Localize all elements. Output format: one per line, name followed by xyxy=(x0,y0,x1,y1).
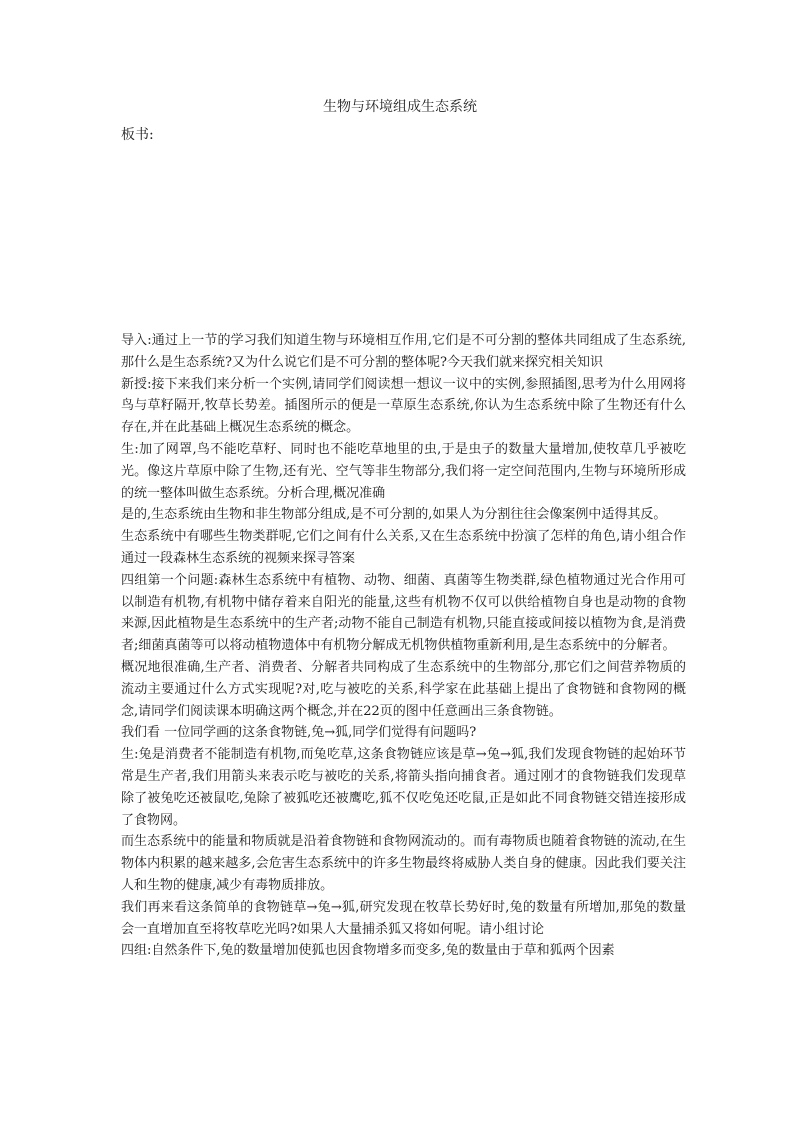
paragraph-group-four-discussion: 四组:自然条件下,兔的数量增加使狐也因食物增多而变多,兔的数量由于草和狐两个因素 xyxy=(121,943,615,959)
document-title: 生物与环境组成生态系统 xyxy=(323,99,477,115)
paragraph-discussion: 我们再来看这条简单的食物链草→兔→狐,研究发现在牧草长势好时,兔的数量有所增加,那兔的数量会一直增加直至将牧草吃光吗?如果人大量捕杀狐又将如何呢。请小组讨论 xyxy=(121,899,686,937)
paragraph-question: 生态系统中有哪些生物类群呢,它们之间有什么关系,又在生态系统中扮演了怎样的角色,请小组合作通过一段森林生态系统的视频来探寻答案 xyxy=(121,529,686,566)
paragraph-food-chain-answer: 生:兔是消费者不能制造有机物,而兔吃草,这条食物链应该是草→兔→狐,我们发现食物链的起始环节常是生产者,我们用箭头来表示吃与被吃的关系,将箭头指向捕食者。通过刚才的食物链我们发现草除了被兔吃还被鼠吃,兔除了被狐吃还被鹰吃,狐不仅吃兔还吃鼠,正是如此不同食物链交错连接形成了食物网。 xyxy=(121,747,686,828)
paragraph-intro: 导入:通过上一节的学习我们知道生物与环境相互作用,它们是不可分割的整体共同组成了生态系统,那什么是生态系统?又为什么说它们是不可分割的整体呢?今天我们就来探究相关知识 xyxy=(121,333,686,370)
paragraph-summary: 概况地很准确,生产者、消费者、分解者共同构成了生态系统中的生物部分,那它们之间营养物质的流动主要通过什么方式实现呢?对,吃与被吃的关系,科学家在此基础上提出了食物链和食物网的概念,请同学们阅读课本明确这两个概念,并在22页的图中任意画出三条食物链。 xyxy=(121,659,686,719)
paragraph-energy-flow: 而生态系统中的能量和物质就是沿着食物链和食物网流动的。而有毒物质也随着食物链的流动,在生物体内积累的越来越多,会危害生态系统中的许多生物最终将威胁人类自身的健康。因此我们要关注人和生物的健康,减少有毒物质排放。 xyxy=(121,834,686,893)
board-label: 板书: xyxy=(121,127,154,143)
paragraph-new-lesson: 新授:接下来我们来分析一个实例,请同学们阅读想一想议一议中的实例,参照插图,思考为什么用网将鸟与草籽隔开,牧草长势差。插图所示的便是一草原生态系统,你认为生态系统中除了生物还有什么存在,并在此基础上概况生态系统的概念。 xyxy=(121,376,686,436)
paragraph-student-answer: 生:加了网罩,鸟不能吃草籽、同时也不能吃草地里的虫,于是虫子的数量大量增加,使牧草几乎被吃光。像这片草原中除了生物,还有光、空气等非生物部分,我们将一定空间范围内,生物与环境所形成的统一整体叫做生态系统。分析合理,概况准确 xyxy=(121,441,686,501)
paragraph-group-four: 四组第一个问题:森林生态系统中有植物、动物、细菌、真菌等生物类群,绿色植物通过光合作用可以制造有机物,有机物中储存着来自阳光的能量,这些有机物不仅可以供给植物自身也是动物的食物来源,因此植物是生态系统中的生产者;动物不能自己制造有机物,只能直接或间接以植物为食,是消费者;细菌真菌等可以将动植物遗体中有机物分解成无机物供植物重新利用,是生态系统中的分解者。 xyxy=(121,572,686,654)
paragraph-food-chain-question: 我们看 一位同学画的这条食物链,兔→狐,同学们觉得有问题吗? xyxy=(121,725,477,741)
paragraph-confirmation: 是的,生态系统由生物和非生物部分组成,是不可分割的,如果人为分割往往会像案例中适得其反。 xyxy=(121,507,667,523)
document-body xyxy=(121,330,686,962)
